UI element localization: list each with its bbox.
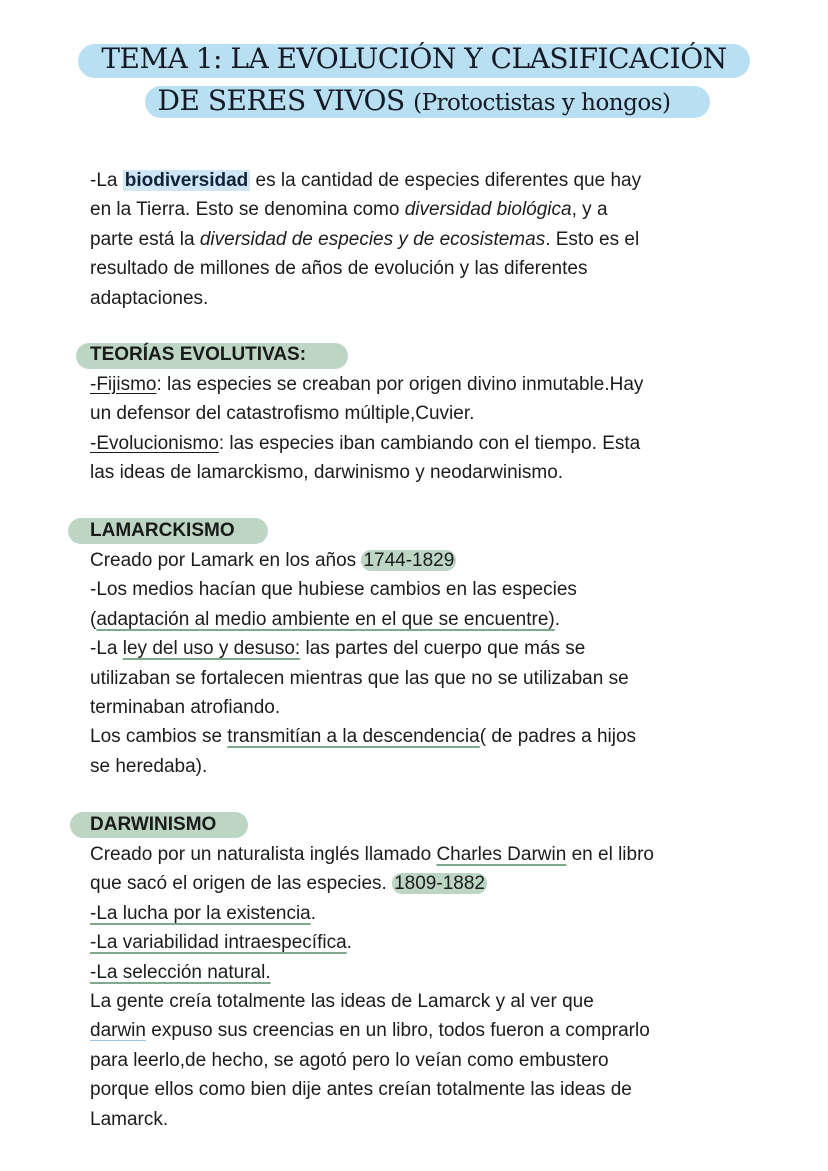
teorias-line-4: las ideas de lamarckismo, darwinismo y neodarwinismo.	[90, 462, 564, 484]
lamarckismo-line-3: (adaptación al medio ambiente en el que se encuentre).	[90, 608, 561, 630]
lamarckismo-line-8: se heredaba).	[90, 755, 208, 777]
darwinismo-line-5: -La selección natural.	[90, 961, 271, 983]
darwinismo-line-8: para leerlo,de hecho, se agotó pero lo veían como embustero	[90, 1049, 609, 1071]
heading-darwinismo: DARWINISMO	[90, 814, 217, 835]
darwinismo-line-10: Lamarck.	[90, 1108, 169, 1130]
darwinismo-line-2: que sacó el origen de las especies. 1809-1882	[90, 873, 485, 895]
title-text-2: DE SERES VIVOS	[157, 84, 405, 117]
title-subtitle: (Protoctistas y hongos)	[413, 90, 671, 116]
intro-line-2: en la Tierra. Esto se denomina como diversidad biológica, y a	[90, 199, 608, 221]
darwinismo-line-3: -La lucha por la existencia.	[90, 902, 317, 924]
darwinismo-paragraph	[90, 840, 780, 1134]
years-darwin: 1809-1882	[394, 873, 485, 895]
years-lamarck: 1744-1829	[363, 550, 455, 571]
lamarckismo-line-7: Los cambios se transmitían a la descendencia( de padres a hijos	[90, 726, 637, 748]
lamarckismo-line-4: -La ley del uso y desuso: las partes del cuerpo que más se	[90, 638, 586, 660]
teorias-line-2: un defensor del catastrofismo múltiple,Cuvier.	[90, 403, 475, 425]
darwinismo-line-1: Creado por un naturalista inglés llamado Charles Darwin en el libro	[90, 844, 654, 865]
lamarckismo-line-1: Creado por Lamark en los años 1744-1829	[90, 550, 455, 571]
teorias-line-1: -Fijismo: las especies se creaban por origen divino inmutable.Hay	[90, 374, 644, 395]
darwinismo-line-6: La gente creía totalmente las ideas de Lamarck y al ver que	[90, 991, 594, 1013]
term-biodiversidad: biodiversidad	[124, 170, 249, 191]
darwinismo-line-9: porque ellos como bien dije antes creían totalmente las ideas de	[90, 1079, 632, 1101]
heading-teorias: TEORÍAS EVOLUTIVAS:	[90, 344, 307, 365]
intro-line-5: adaptaciones.	[90, 287, 209, 309]
term-evolucionismo: -Evolucionismo	[90, 432, 219, 454]
page-title-line-1	[0, 42, 828, 75]
title-text-1: TEMA 1: LA EVOLUCIÓN Y CLASIFICACIÓN	[101, 42, 727, 75]
page-title-line-2	[0, 84, 828, 117]
intro-paragraph	[90, 166, 780, 313]
intro-line-4: resultado de millones de años de evolución y las diferentes	[90, 258, 588, 280]
lamarckismo-paragraph	[90, 546, 780, 781]
darwinismo-line-4: -La variabilidad intraespecífica.	[90, 932, 352, 954]
lamarckismo-line-5: utilizaban se fortalecen mientras que las que no se utilizaban se	[90, 667, 629, 689]
term-fijismo: -Fijismo	[90, 374, 157, 395]
intro-line-3: parte está la diversidad de especies y de ecosistemas. Esto es el	[90, 228, 640, 250]
intro-line-1: -La biodiversidad es la cantidad de especies diferentes que hay	[90, 170, 642, 191]
lamarckismo-line-2: -Los medios hacían que hubiese cambios en las especies	[90, 579, 577, 601]
heading-lamarckismo: LAMARCKISMO	[90, 520, 235, 541]
lamarckismo-line-6: terminaban atrofiando.	[90, 697, 281, 719]
teorias-line-3: -Evolucionismo: las especies iban cambiando con el tiempo. Esta	[90, 432, 641, 454]
darwinismo-line-7: darwin expuso sus creencias en un libro, todos fueron a comprarlo	[90, 1020, 650, 1042]
teorias-paragraph	[90, 370, 780, 488]
